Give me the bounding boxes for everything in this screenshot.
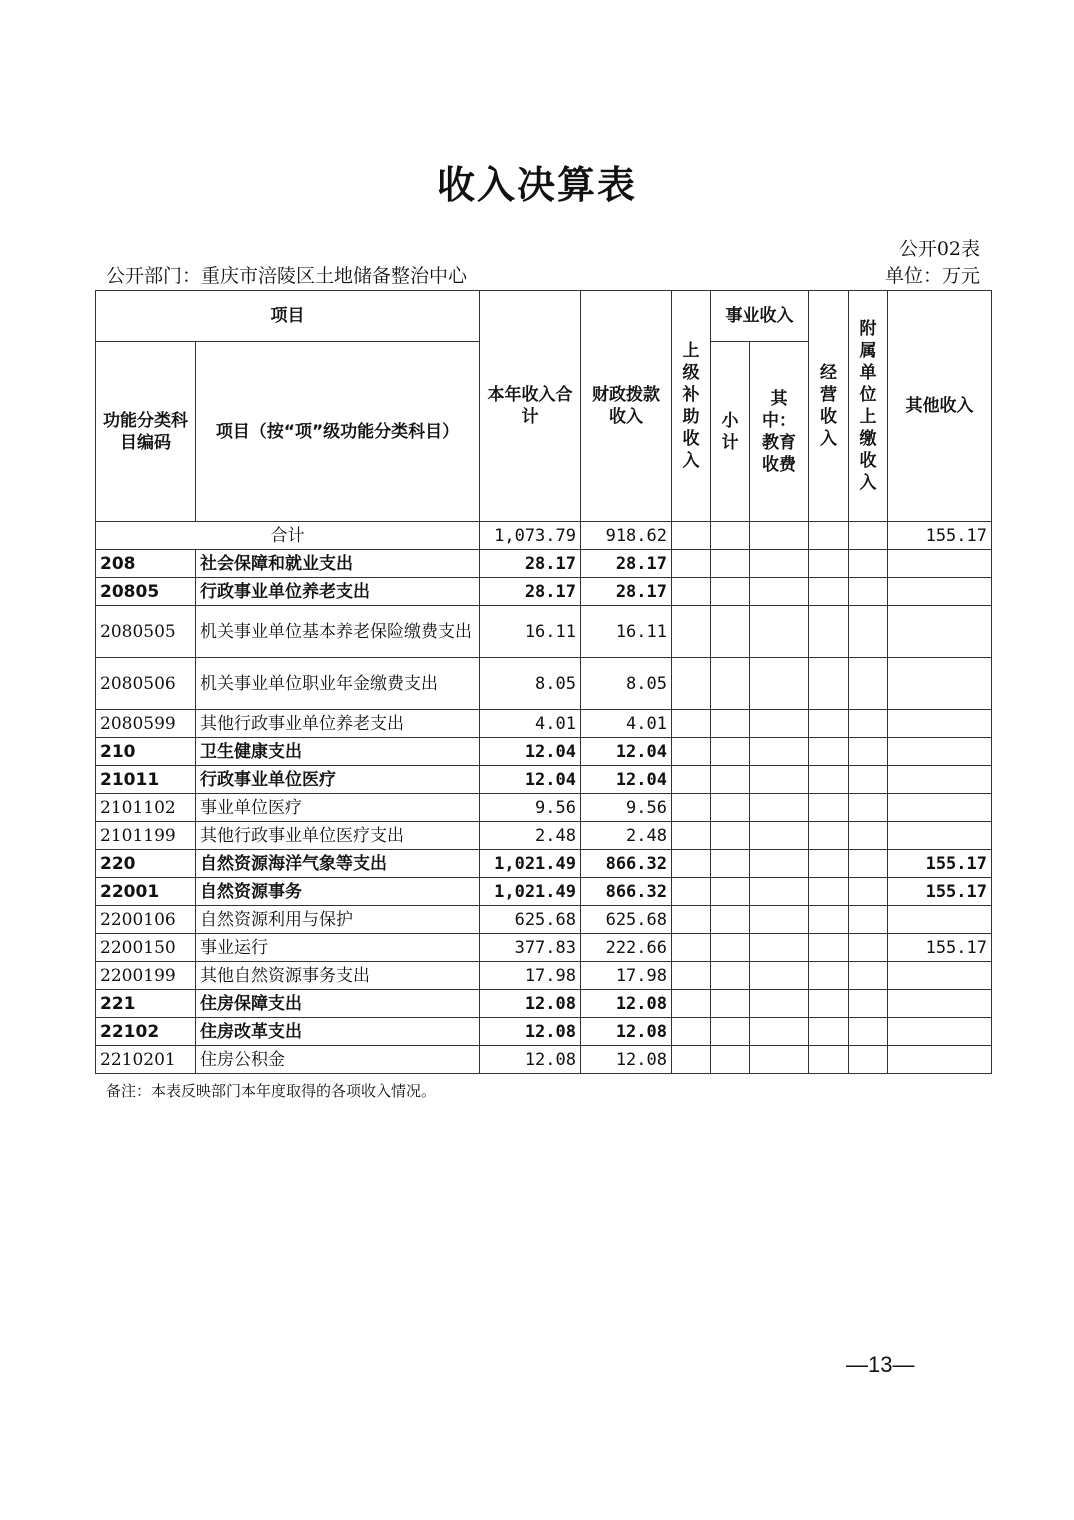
row-other xyxy=(888,658,992,710)
row-name: 行政事业单位医疗 xyxy=(196,766,480,794)
table-row xyxy=(96,578,992,606)
table-row xyxy=(96,990,992,1018)
income-table xyxy=(95,290,992,1074)
row-name: 其他行政事业单位养老支出 xyxy=(196,710,480,738)
row-name: 事业单位医疗 xyxy=(196,794,480,822)
row-total: 17.98 xyxy=(480,962,581,990)
row-other xyxy=(888,738,992,766)
table-row xyxy=(96,766,992,794)
unit-label: 单位：万元 xyxy=(884,265,980,287)
header-func-code: 功能分类科目编码 xyxy=(96,342,196,522)
row-fiscal: 222.66 xyxy=(581,934,672,962)
table-row xyxy=(96,738,992,766)
row-total: 12.08 xyxy=(480,990,581,1018)
row-name: 机关事业单位基本养老保险缴费支出 xyxy=(196,606,480,658)
row-code: 22102 xyxy=(96,1018,196,1046)
table-row xyxy=(96,878,992,906)
row-other: 155.17 xyxy=(888,934,992,962)
row-name: 住房改革支出 xyxy=(196,1018,480,1046)
row-fiscal: 12.04 xyxy=(581,766,672,794)
header-business: 事业收入 xyxy=(711,291,809,342)
table-row xyxy=(96,658,992,710)
row-fiscal: 866.32 xyxy=(581,878,672,906)
row-name: 机关事业单位职业年金缴费支出 xyxy=(196,658,480,710)
header-fiscal: 财政拨款收入 xyxy=(581,291,672,522)
row-code: 210 xyxy=(96,738,196,766)
total-amount: 1,073.79 xyxy=(480,522,581,550)
row-code: 2080506 xyxy=(96,658,196,710)
row-other xyxy=(888,550,992,578)
row-other xyxy=(888,1018,992,1046)
row-fiscal: 2.48 xyxy=(581,822,672,850)
row-code: 2210201 xyxy=(96,1046,196,1074)
row-total: 8.05 xyxy=(480,658,581,710)
header-total: 本年收入合计 xyxy=(480,291,581,522)
header-edu: 其中：教育收费 xyxy=(750,342,809,522)
header-subtotal: 小计 xyxy=(711,342,750,522)
table-row xyxy=(96,906,992,934)
table-row xyxy=(96,606,992,658)
table-row xyxy=(96,934,992,962)
row-fiscal: 625.68 xyxy=(581,906,672,934)
row-other xyxy=(888,794,992,822)
department-label: 公开部门：重庆市涪陵区土地储备整治中心 xyxy=(106,265,468,287)
row-name: 社会保障和就业支出 xyxy=(196,550,480,578)
row-total: 9.56 xyxy=(480,794,581,822)
table-row xyxy=(96,850,992,878)
row-code: 21011 xyxy=(96,766,196,794)
row-other xyxy=(888,906,992,934)
form-number: 公开02表 xyxy=(898,238,980,260)
row-code: 2101102 xyxy=(96,794,196,822)
row-fiscal: 12.08 xyxy=(581,1046,672,1074)
row-fiscal: 12.08 xyxy=(581,1018,672,1046)
header-item-name: 项目（按“项”级功能分类科目） xyxy=(196,342,480,522)
row-other xyxy=(888,578,992,606)
row-fiscal: 8.05 xyxy=(581,658,672,710)
header-superior: 上级补助收入 xyxy=(672,291,711,522)
row-other: 155.17 xyxy=(888,850,992,878)
row-name: 其他行政事业单位医疗支出 xyxy=(196,822,480,850)
row-fiscal: 16.11 xyxy=(581,606,672,658)
row-name: 住房保障支出 xyxy=(196,990,480,1018)
header-operating: 经营收入 xyxy=(809,291,849,522)
table-row xyxy=(96,794,992,822)
row-total: 28.17 xyxy=(480,578,581,606)
row-name: 其他自然资源事务支出 xyxy=(196,962,480,990)
row-code: 221 xyxy=(96,990,196,1018)
row-fiscal: 866.32 xyxy=(581,850,672,878)
row-other: 155.17 xyxy=(888,878,992,906)
row-code: 2101199 xyxy=(96,822,196,850)
row-total: 12.08 xyxy=(480,1018,581,1046)
row-code: 2080505 xyxy=(96,606,196,658)
row-total: 4.01 xyxy=(480,710,581,738)
row-total: 1,021.49 xyxy=(480,850,581,878)
row-name: 卫生健康支出 xyxy=(196,738,480,766)
row-code: 2200106 xyxy=(96,906,196,934)
row-code: 2200199 xyxy=(96,962,196,990)
row-other xyxy=(888,606,992,658)
row-other xyxy=(888,990,992,1018)
header-project: 项目 xyxy=(96,291,480,342)
total-fiscal: 918.62 xyxy=(581,522,672,550)
row-other xyxy=(888,710,992,738)
row-name: 事业运行 xyxy=(196,934,480,962)
page-number: —13— xyxy=(846,1352,915,1377)
row-name: 行政事业单位养老支出 xyxy=(196,578,480,606)
header-other: 其他收入 xyxy=(888,291,992,522)
row-code: 20805 xyxy=(96,578,196,606)
row-name: 自然资源事务 xyxy=(196,878,480,906)
row-code: 2080599 xyxy=(96,710,196,738)
row-total: 12.04 xyxy=(480,738,581,766)
header-affiliated: 附属单位上缴收入 xyxy=(849,291,888,522)
footnote: 备注：本表反映部门本年度取得的各项收入情况。 xyxy=(106,1082,437,1100)
row-other xyxy=(888,766,992,794)
row-fiscal: 12.08 xyxy=(581,990,672,1018)
page-title: 收入决算表 xyxy=(436,163,637,207)
row-name: 自然资源利用与保护 xyxy=(196,906,480,934)
row-fiscal: 28.17 xyxy=(581,550,672,578)
table-row xyxy=(96,1046,992,1074)
row-total: 1,021.49 xyxy=(480,878,581,906)
row-fiscal: 4.01 xyxy=(581,710,672,738)
row-other xyxy=(888,1046,992,1074)
row-total: 12.04 xyxy=(480,766,581,794)
table-row xyxy=(96,1018,992,1046)
row-total: 12.08 xyxy=(480,1046,581,1074)
row-name: 住房公积金 xyxy=(196,1046,480,1074)
row-total: 2.48 xyxy=(480,822,581,850)
row-name: 自然资源海洋气象等支出 xyxy=(196,850,480,878)
total-other: 155.17 xyxy=(888,522,992,550)
row-total: 377.83 xyxy=(480,934,581,962)
row-fiscal: 28.17 xyxy=(581,578,672,606)
total-row xyxy=(96,522,992,550)
table-row xyxy=(96,550,992,578)
row-fiscal: 9.56 xyxy=(581,794,672,822)
table-row xyxy=(96,962,992,990)
row-other xyxy=(888,822,992,850)
row-fiscal: 12.04 xyxy=(581,738,672,766)
row-code: 2200150 xyxy=(96,934,196,962)
row-other xyxy=(888,962,992,990)
row-code: 208 xyxy=(96,550,196,578)
row-total: 625.68 xyxy=(480,906,581,934)
row-total: 28.17 xyxy=(480,550,581,578)
table-row xyxy=(96,822,992,850)
table-row xyxy=(96,710,992,738)
total-label: 合计 xyxy=(96,522,480,550)
row-total: 16.11 xyxy=(480,606,581,658)
row-code: 220 xyxy=(96,850,196,878)
row-code: 22001 xyxy=(96,878,196,906)
row-fiscal: 17.98 xyxy=(581,962,672,990)
